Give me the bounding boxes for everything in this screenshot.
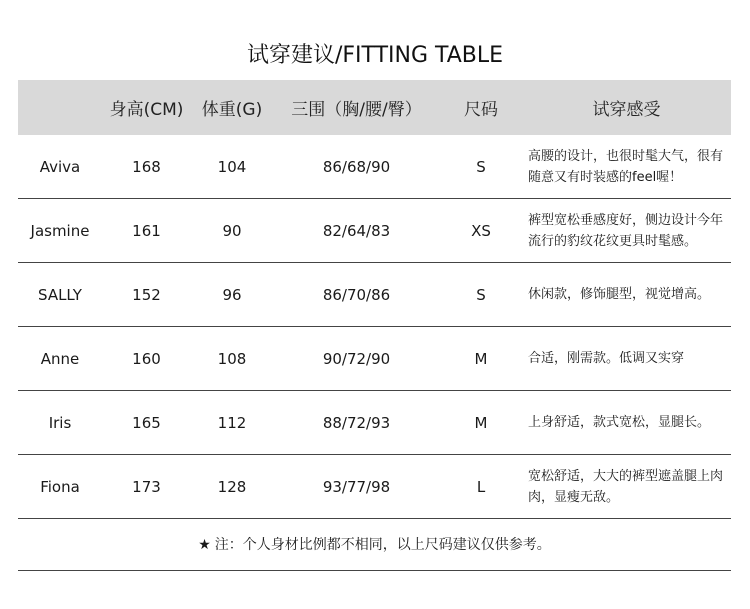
- table-row: [18, 199, 731, 263]
- table-row: [18, 135, 731, 199]
- cell-name: Jasmine: [18, 199, 102, 263]
- fitting-table: [18, 80, 731, 519]
- header-name: [18, 80, 102, 135]
- cell-height: 161: [102, 199, 191, 263]
- cell-height: 160: [102, 327, 191, 391]
- cell-height: 168: [102, 135, 191, 199]
- cell-height: 173: [102, 455, 191, 519]
- table-header-row: [18, 80, 731, 135]
- table-row: [18, 391, 731, 455]
- cell-feel: 高腰的设计，也很时髦大气，很有随意又有时装感的feel喔！: [522, 135, 731, 199]
- table-row: [18, 455, 731, 519]
- cell-measurements: 82/64/83: [273, 199, 440, 263]
- cell-name: Iris: [18, 391, 102, 455]
- cell-weight: 112: [191, 391, 273, 455]
- cell-height: 165: [102, 391, 191, 455]
- header-fitting-feel: 试穿感受: [522, 80, 731, 135]
- page-title: 试穿建议/FITTING TABLE: [246, 43, 504, 68]
- cell-weight: 108: [191, 327, 273, 391]
- cell-measurements: 90/72/90: [273, 327, 440, 391]
- header-height: 身高(CM): [102, 80, 191, 135]
- footnote: [18, 520, 731, 571]
- cell-size: M: [440, 391, 522, 455]
- cell-weight: 96: [191, 263, 273, 327]
- header-size: 尺码: [440, 80, 522, 135]
- cell-weight: 90: [191, 199, 273, 263]
- cell-weight: 104: [191, 135, 273, 199]
- cell-name: Aviva: [18, 135, 102, 199]
- cell-weight: 128: [191, 455, 273, 519]
- cell-measurements: 86/68/90: [273, 135, 440, 199]
- cell-size: L: [440, 455, 522, 519]
- cell-feel: 合适，刚需款。低调又实穿: [522, 327, 731, 391]
- star-icon: ★: [198, 537, 211, 553]
- cell-feel: 宽松舒适，大大的裤型遮盖腿上肉肉，显瘦无敌。: [522, 455, 731, 519]
- header-measurements: 三围（胸/腰/臀）: [273, 80, 440, 135]
- cell-feel: 休闲款，修饰腿型，视觉增高。: [522, 263, 731, 327]
- cell-measurements: 88/72/93: [273, 391, 440, 455]
- cell-name: Anne: [18, 327, 102, 391]
- header-weight: 体重(G): [191, 80, 273, 135]
- table-row: [18, 263, 731, 327]
- cell-feel: 上身舒适，款式宽松，显腿长。: [522, 391, 731, 455]
- cell-size: XS: [440, 199, 522, 263]
- cell-measurements: 86/70/86: [273, 263, 440, 327]
- cell-size: S: [440, 263, 522, 327]
- cell-feel: 裤型宽松垂感度好，侧边设计今年流行的豹纹花纹更具时髦感。: [522, 199, 731, 263]
- cell-size: M: [440, 327, 522, 391]
- table-row: [18, 327, 731, 391]
- cell-size: S: [440, 135, 522, 199]
- footnote-text: 注：个人身材比例都不相同，以上尺码建议仅供参考。: [214, 537, 551, 553]
- cell-name: SALLY: [18, 263, 102, 327]
- cell-measurements: 93/77/98: [273, 455, 440, 519]
- cell-height: 152: [102, 263, 191, 327]
- cell-name: Fiona: [18, 455, 102, 519]
